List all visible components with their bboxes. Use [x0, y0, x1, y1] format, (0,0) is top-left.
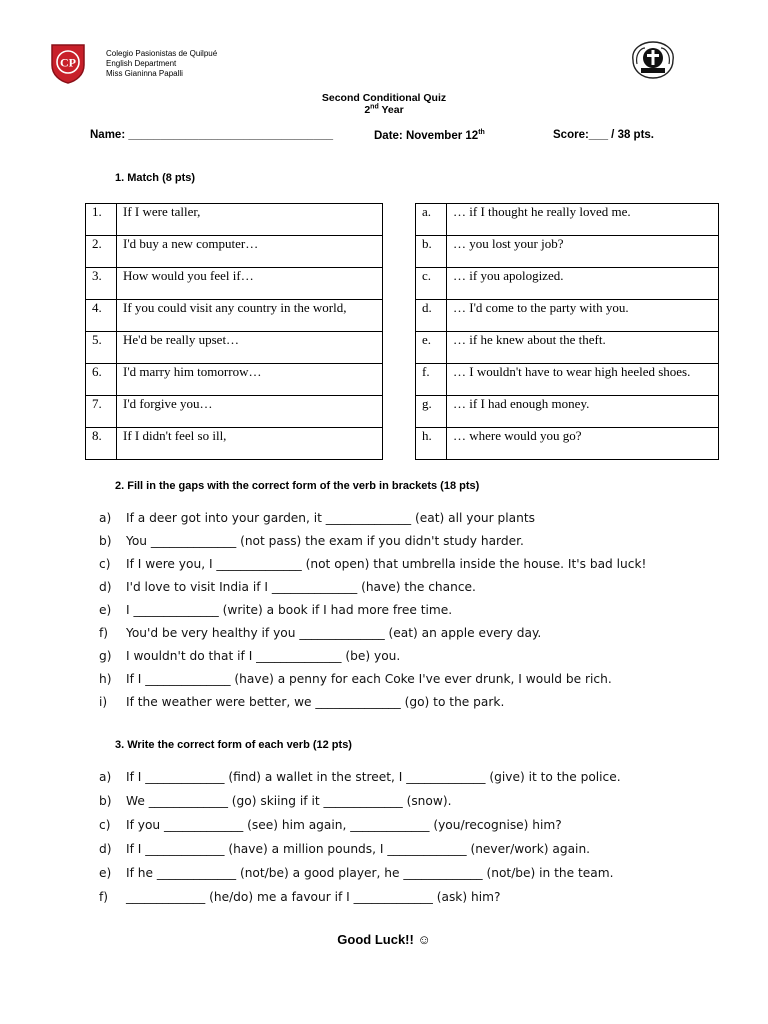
left-phrase: If I were taller,	[117, 204, 383, 236]
exercise-letter: a)	[99, 511, 112, 525]
left-row	[86, 428, 383, 460]
exercise-item[interactable]	[99, 866, 614, 880]
exercise-item[interactable]	[99, 842, 590, 856]
left-phrase: If I didn't feel so ill,	[117, 428, 383, 460]
exercise-sentence: We _____________ (go) skiing if it _____________ (snow).	[126, 794, 452, 808]
exercise-item[interactable]	[99, 534, 524, 548]
left-number: 5.	[86, 332, 117, 364]
logo-lettering: CP	[60, 55, 76, 70]
right-row	[416, 364, 719, 396]
right-number: e.	[416, 332, 447, 364]
quiz-title: Second Conditional Quiz	[321, 92, 447, 104]
school-header	[106, 49, 217, 79]
left-number: 7.	[86, 396, 117, 428]
left-phrase: I'd buy a new computer…	[117, 236, 383, 268]
exercise-sentence: If I ______________ (have) a penny for each Coke I've ever drunk, I would be rich.	[126, 672, 612, 686]
exercise-item[interactable]	[99, 794, 451, 808]
right-row	[416, 236, 719, 268]
exercise-letter: h)	[99, 672, 112, 686]
right-phrase: … where would you go?	[447, 428, 719, 460]
teacher-name: Miss Gianinna Papalli	[106, 69, 183, 78]
exercise-letter: f)	[99, 890, 109, 904]
quiz-title-block	[0, 92, 768, 116]
right-phrase: … I'd come to the party with you.	[447, 300, 719, 332]
left-number: 2.	[86, 236, 117, 268]
exercise-letter: c)	[99, 818, 111, 832]
exercise-sentence: If I were you, I ______________ (not open) that umbrella inside the house. It's bad luck!	[126, 557, 647, 571]
exercise-letter: d)	[99, 580, 112, 594]
right-number: b.	[416, 236, 447, 268]
school-name: Colegio Pasionistas de Quilpué	[106, 49, 218, 58]
left-row	[86, 268, 383, 300]
right-number: h.	[416, 428, 447, 460]
right-number: d.	[416, 300, 447, 332]
left-row	[86, 300, 383, 332]
right-row	[416, 332, 719, 364]
exercise-sentence: You ______________ (not pass) the exam if you didn't study harder.	[126, 534, 524, 548]
date-label: Date: November 12th	[374, 129, 485, 142]
name-field-label[interactable]: Name: ________________________________	[90, 129, 334, 141]
right-phrase: … if I had enough money.	[447, 396, 719, 428]
left-number: 8.	[86, 428, 117, 460]
left-number: 4.	[86, 300, 117, 332]
left-number: 1.	[86, 204, 117, 236]
right-row	[416, 268, 719, 300]
exercise-sentence: You'd be very healthy if you ______________ (eat) an apple every day.	[126, 626, 542, 640]
right-phrase: … I wouldn't have to wear high heeled shoes.	[447, 364, 719, 396]
exercise-item[interactable]	[99, 672, 612, 686]
exercise-sentence: I'd love to visit India if I ______________ (have) the chance.	[126, 580, 476, 594]
left-row	[86, 332, 383, 364]
right-phrase: … if you apologized.	[447, 268, 719, 300]
school-seal-right	[627, 38, 679, 82]
left-row	[86, 204, 383, 236]
exercise-sentence: If a deer got into your garden, it ______________ (eat) all your plants	[126, 511, 535, 525]
section-1-title: 1. Match (8 pts)	[115, 172, 196, 184]
good-luck-message: Good Luck!! ☺	[337, 932, 431, 947]
exercise-sentence: I wouldn't do that if I ______________ (be) you.	[126, 649, 401, 663]
exercise-sentence: If you _____________ (see) him again, _____________ (you/recognise) him?	[126, 818, 562, 832]
exercise-sentence: _____________ (he/do) me a favour if I _____________ (ask) him?	[126, 890, 501, 904]
exercise-letter: g)	[99, 649, 112, 663]
exercise-letter: b)	[99, 534, 112, 548]
section-2-title: 2. Fill in the gaps with the correct form of the verb in brackets (18 pts)	[115, 480, 480, 492]
exercise-item[interactable]	[99, 580, 476, 594]
exercise-sentence: I ______________ (write) a book if I had more free time.	[126, 603, 453, 617]
match-table-right	[415, 203, 719, 460]
exercise-letter: f)	[99, 626, 109, 640]
right-phrase: … if he knew about the theft.	[447, 332, 719, 364]
left-phrase: If you could visit any country in the world,	[117, 300, 383, 332]
left-row	[86, 236, 383, 268]
right-number: c.	[416, 268, 447, 300]
exercise-letter: i)	[99, 695, 108, 709]
right-number: a.	[416, 204, 447, 236]
exercise-item[interactable]	[99, 890, 500, 904]
right-row	[416, 396, 719, 428]
exercise-sentence: If I _____________ (find) a wallet in the street, I _____________ (give) it to the police.	[126, 770, 621, 784]
exercise-item[interactable]	[99, 603, 452, 617]
exercise-letter: a)	[99, 770, 112, 784]
left-phrase: I'd marry him tomorrow…	[117, 364, 383, 396]
exercise-letter: c)	[99, 557, 111, 571]
exercise-sentence: If I _____________ (have) a million pounds, I _____________ (never/work) again.	[126, 842, 591, 856]
school-logo-left	[48, 41, 88, 85]
left-phrase: I'd forgive you…	[117, 396, 383, 428]
exercise-letter: e)	[99, 866, 112, 880]
section-3-title: 3. Write the correct form of each verb (12 pts)	[115, 739, 352, 751]
department-name: English Department	[106, 59, 177, 68]
exercise-item[interactable]	[99, 557, 646, 571]
left-row	[86, 396, 383, 428]
left-phrase: How would you feel if…	[117, 268, 383, 300]
exercise-sentence: If the weather were better, we ______________ (go) to the park.	[126, 695, 505, 709]
left-row	[86, 364, 383, 396]
exercise-item[interactable]	[99, 511, 535, 525]
exercise-letter: d)	[99, 842, 112, 856]
right-row	[416, 300, 719, 332]
right-row	[416, 428, 719, 460]
right-row	[416, 204, 719, 236]
left-number: 3.	[86, 268, 117, 300]
right-phrase: … if I thought he really loved me.	[447, 204, 719, 236]
exercise-letter: b)	[99, 794, 112, 808]
right-number: f.	[416, 364, 447, 396]
left-phrase: He'd be really upset…	[117, 332, 383, 364]
exercise-item[interactable]	[99, 649, 400, 663]
exercise-letter: e)	[99, 603, 112, 617]
right-number: g.	[416, 396, 447, 428]
exercise-item[interactable]	[99, 818, 562, 832]
exercise-item[interactable]	[99, 695, 504, 709]
exercise-item[interactable]	[99, 770, 621, 784]
exercise-sentence: If he _____________ (not/be) a good player, he _____________ (not/be) in the team.	[126, 866, 614, 880]
score-field-label[interactable]: Score:___ / 38 pts.	[553, 129, 654, 141]
right-phrase: … you lost your job?	[447, 236, 719, 268]
left-number: 6.	[86, 364, 117, 396]
match-table-left	[85, 203, 383, 460]
exercise-item[interactable]	[99, 626, 541, 640]
quiz-year: 2nd Year	[364, 103, 404, 116]
